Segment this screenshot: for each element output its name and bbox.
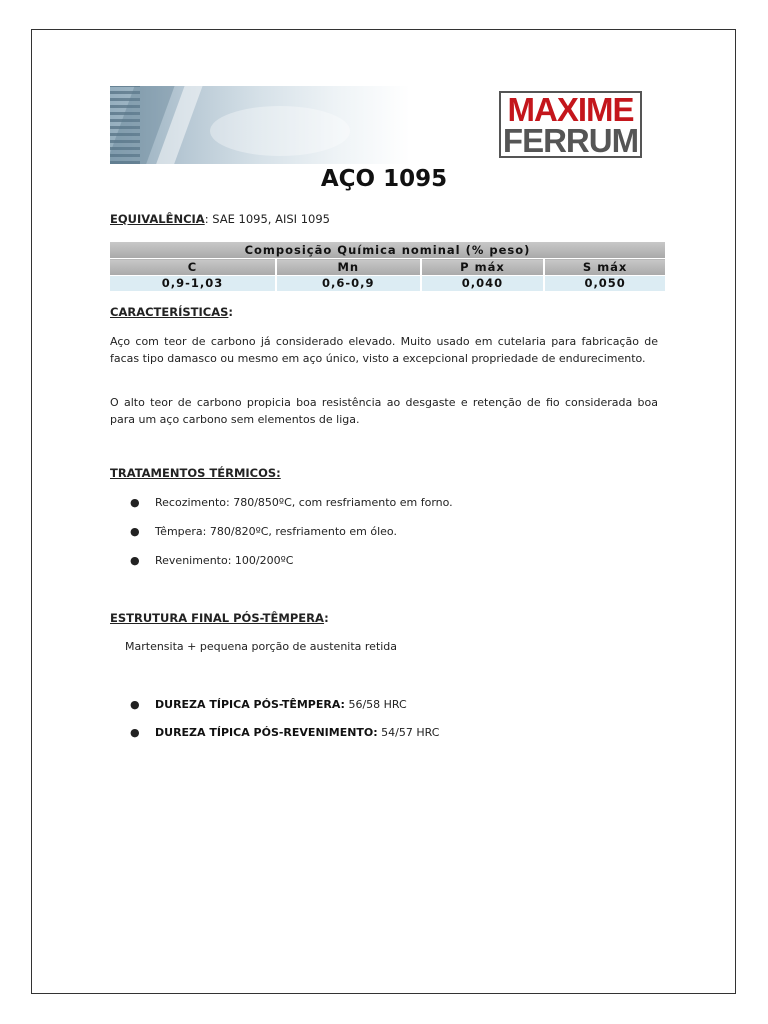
tratamento-text: Têmpera: 780/820ºC, resfriamento em óleo.	[155, 525, 397, 538]
logo-line-1: MAXIME	[507, 91, 634, 128]
bullet-icon: ●	[130, 698, 140, 711]
caracteristicas-paragraph-1: Aço com teor de carbono já considerado elevado. Muito usado em cutelaria para fabricação de facas tipo damasco ou mesmo em aço único, visto a excepcional propriedade de endurecimento.	[110, 335, 658, 365]
dureza-value: 56/58 HRC	[344, 698, 407, 711]
caracteristicas-heading-colon: :	[228, 305, 234, 319]
composition-value: 0,9-1,03	[110, 276, 276, 292]
equivalencia-line	[110, 212, 330, 226]
bullet-icon: ●	[130, 496, 140, 509]
caracteristicas-heading	[110, 305, 233, 319]
equivalencia-value: : SAE 1095, AISI 1095	[204, 212, 330, 226]
equivalencia-label: EQUIVALÊNCIA	[110, 212, 205, 226]
dureza-label: DUREZA TÍPICA PÓS-TÊMPERA:	[155, 698, 345, 711]
composition-value: 0,6-0,9	[276, 276, 421, 292]
bullet-icon: ●	[130, 554, 140, 567]
list-item	[130, 726, 439, 739]
composition-table	[110, 242, 665, 291]
document-title: AÇO 1095	[320, 166, 448, 192]
tratamento-text: Revenimento: 100/200ºC	[155, 554, 294, 567]
tratamentos-heading	[110, 466, 281, 480]
composition-value: 0,040	[421, 276, 545, 292]
composition-column-header: Mn	[276, 259, 421, 276]
estrutura-heading-colon: :	[324, 611, 329, 625]
estrutura-heading-text: ESTRUTURA FINAL PÓS-TÊMPERA	[110, 611, 325, 625]
bullet-icon: ●	[130, 726, 140, 739]
composition-column-header: S máx	[544, 259, 665, 276]
estrutura-heading	[110, 611, 329, 625]
caracteristicas-heading-text: CARACTERÍSTICAS	[110, 305, 229, 319]
tratamento-text: Recozimento: 780/850ºC, com resfriamento em forno.	[155, 496, 453, 509]
composition-caption: Composição Química nominal (% peso)	[110, 242, 665, 259]
tratamentos-heading-text: TRATAMENTOS TÉRMICOS:	[110, 466, 281, 480]
composition-column-header: P máx	[421, 259, 545, 276]
dureza-value: 54/57 HRC	[377, 726, 440, 739]
list-item	[130, 525, 397, 538]
list-item	[130, 698, 407, 711]
list-item	[130, 496, 453, 509]
composition-column-header: C	[110, 259, 276, 276]
list-item	[130, 554, 293, 567]
bullet-icon: ●	[130, 525, 140, 538]
logo-line-2: FERRUM	[502, 122, 639, 159]
composition-value: 0,050	[544, 276, 665, 292]
header-banner-image	[110, 86, 410, 164]
banner-highlight	[210, 106, 350, 156]
maxime-ferrum-logo	[499, 91, 642, 158]
caracteristicas-paragraph-2: O alto teor de carbono propicia boa resistência ao desgaste e retenção de fio considerada boa para um aço carbono sem elementos de liga.	[110, 396, 658, 426]
estrutura-text: Martensita + pequena porção de austenita retida	[125, 640, 398, 653]
dureza-label: DUREZA TÍPICA PÓS-REVENIMENTO:	[155, 726, 378, 739]
